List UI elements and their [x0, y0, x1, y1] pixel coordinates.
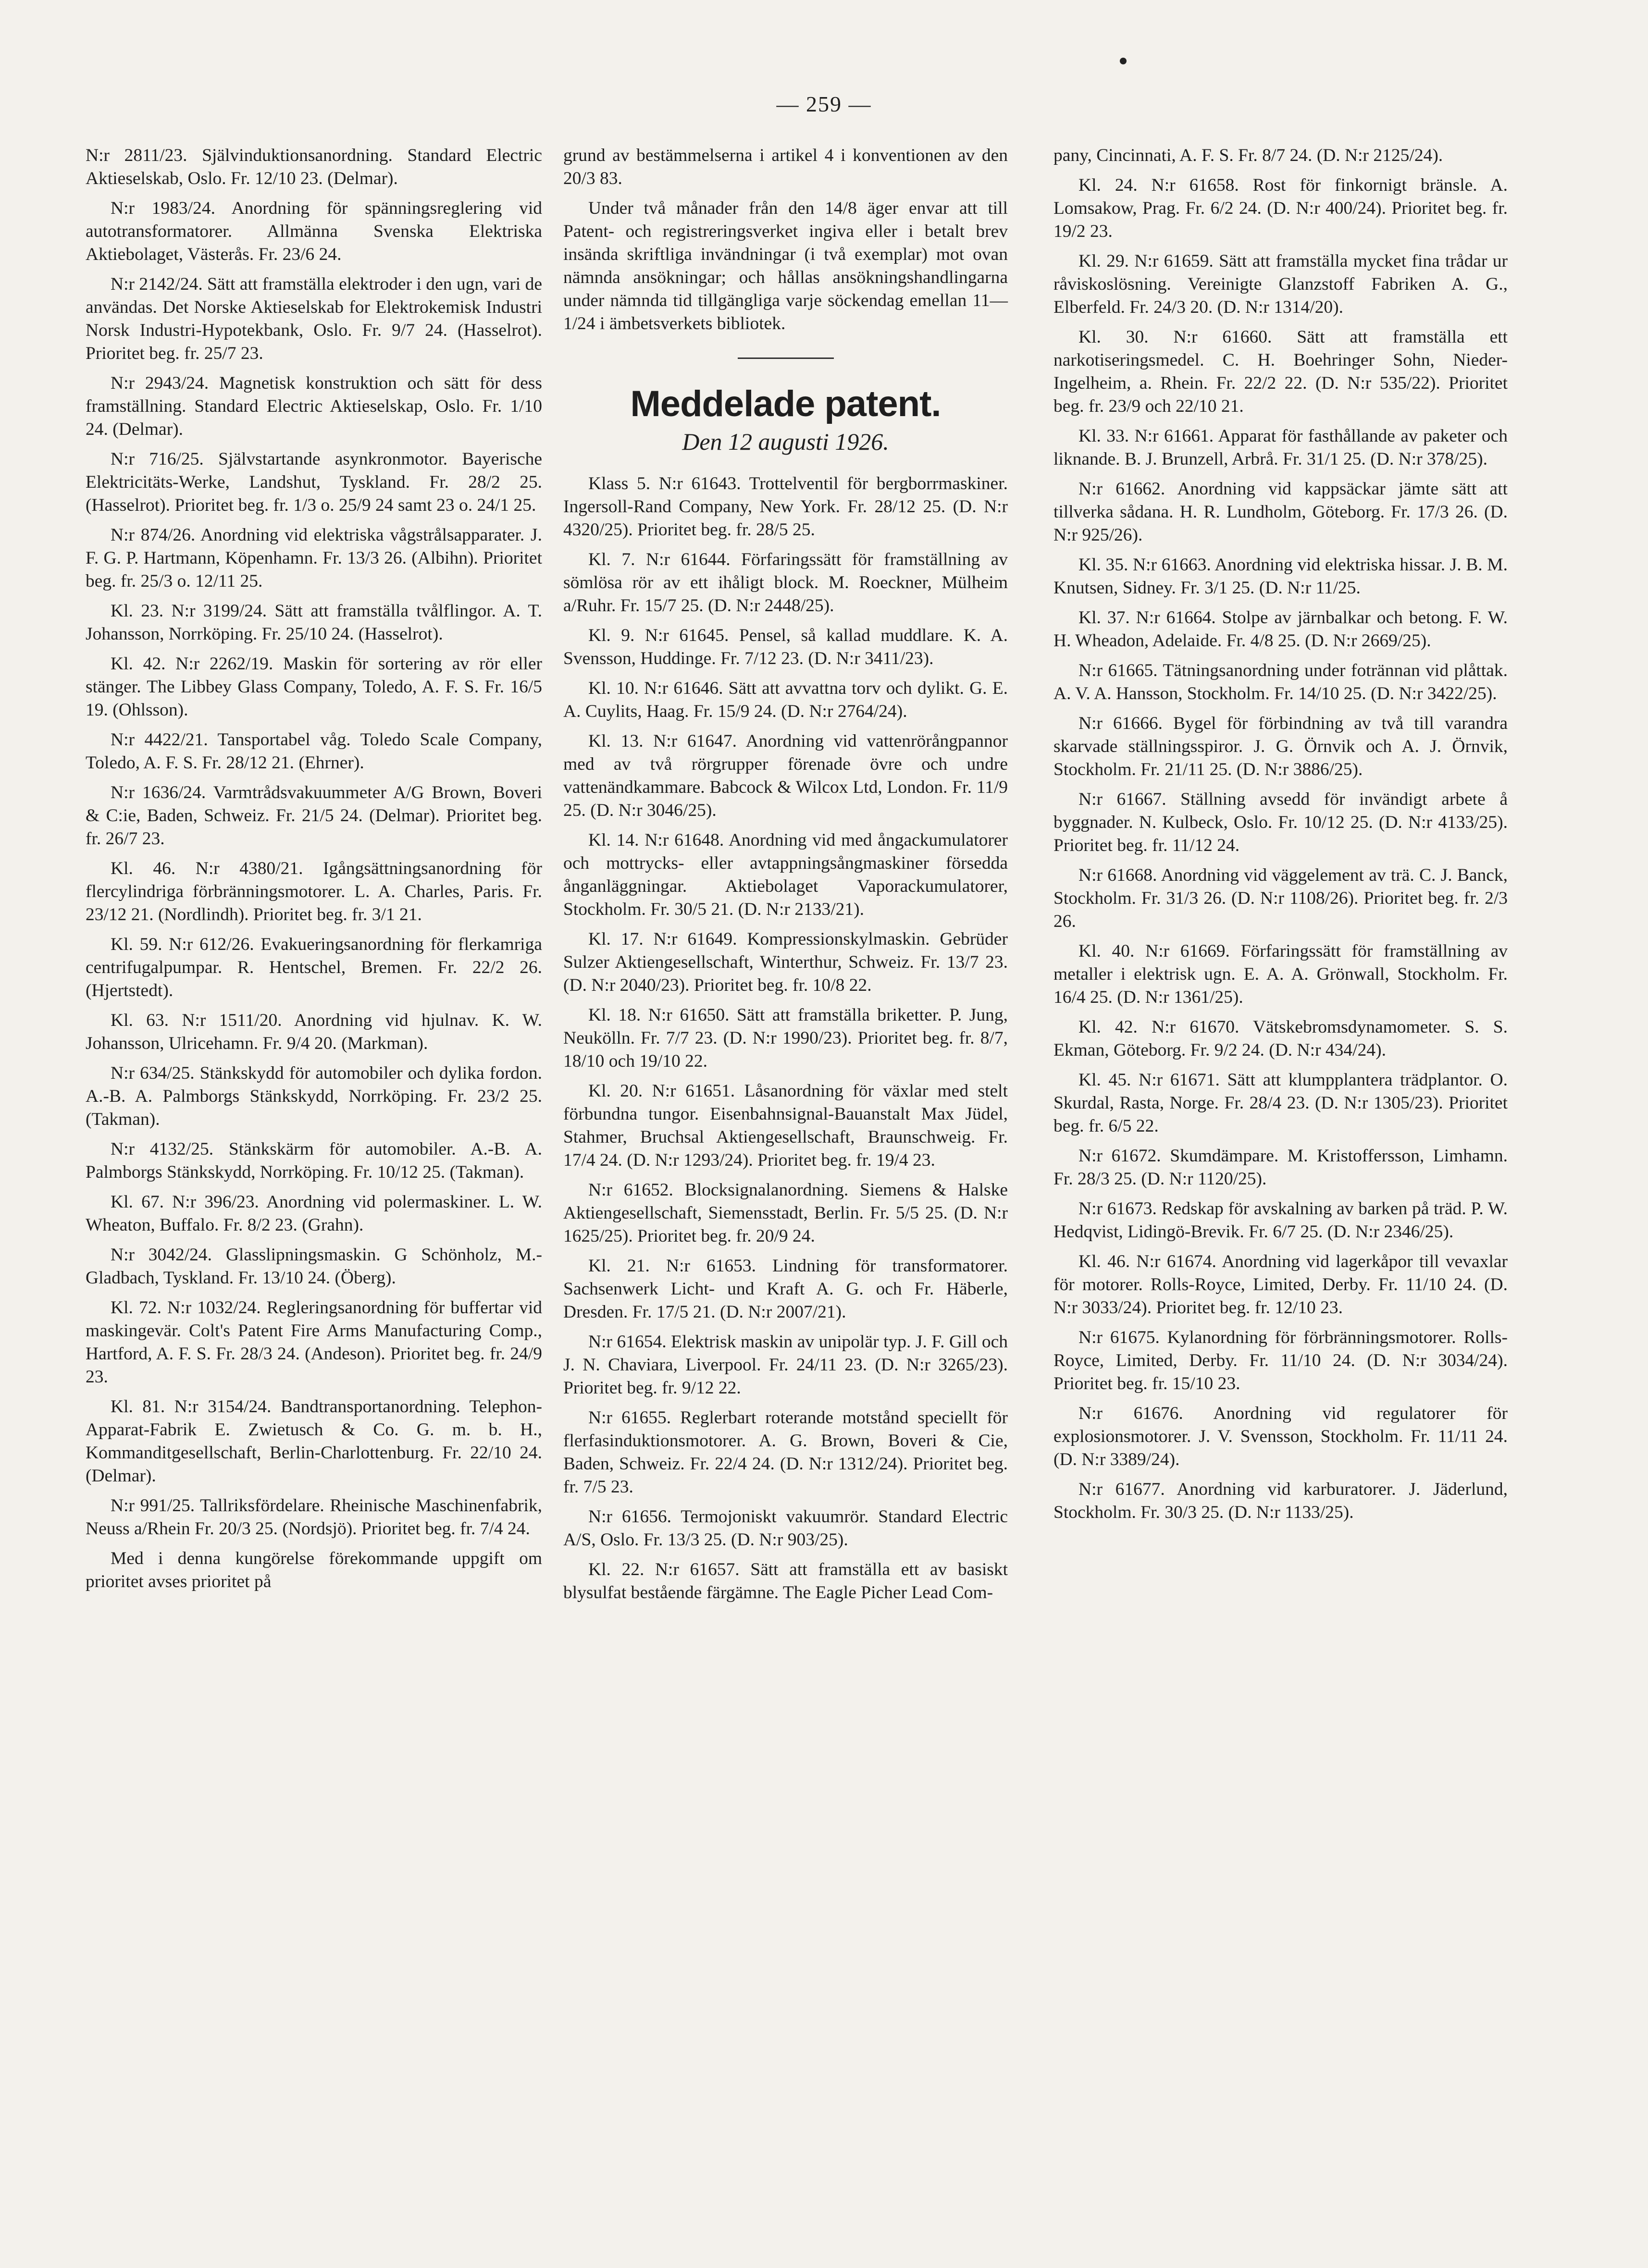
entry: Kl. 7. N:r 61644. Förfaringssätt för framställning av sömlösa rör av ett ihåligt block. M. Roeckner, Mülheim a/Ruhr. Fr. 15/7 25. (D. N:r 2448/25).	[563, 550, 1008, 616]
entry: Kl. 23. N:r 3199/24. Sätt att framställa tvålflingor. A. T. Johansson, Norrköping. Fr. 25/10 24. (Hasselrot).	[86, 601, 542, 644]
entry: N:r 61652. Blocksignalanordning. Siemens & Halske Aktiengesellschaft, Siemensstadt, Berlin. Fr. 5/5 25. (D. N:r 1625/25). Prioritet beg. fr. 20/9 24.	[563, 1180, 1008, 1246]
entry: N:r 61672. Skumdämpare. M. Kristoffersson, Limhamn. Fr. 28/3 25. (D. N:r 1120/25).	[1053, 1146, 1508, 1189]
entry: N:r 1636/24. Varmtrådsvakuummeter A/G Brown, Boveri & C:ie, Baden, Schweiz. Fr. 21/5 24. (Delmar). Prioritet beg. fr. 26/7 23.	[86, 783, 542, 849]
column-1	[86, 144, 542, 1600]
entry: N:r 61662. Anordning vid kappsäckar jämte sätt att tillverka sådana. H. R. Lundholm, Göteborg. Fr. 17/3 26. (D. N:r 925/26).	[1053, 479, 1508, 545]
entry: N:r 61667. Ställning avsedd för invändigt arbete å byggnader. N. Kulbeck, Oslo. Fr. 10/12 25. (D. N:r 4133/25). Prioritet beg. fr. 11/12 24.	[1053, 789, 1508, 855]
entry: N:r 2811/23. Självinduktionsanordning. Standard Electric Aktieselskab, Oslo. Fr. 12/10 23. (Delmar).	[86, 146, 542, 188]
divider	[738, 357, 834, 359]
entry: N:r 61677. Anordning vid karburatorer. J. Jäderlund, Stockholm. Fr. 30/3 25. (D. N:r 1133/25).	[1053, 1479, 1508, 1522]
entry: N:r 2943/24. Magnetisk konstruktion och sätt för dess framställning. Standard Electric Aktieselskap, Oslo. Fr. 1/10 24. (Delmar).	[86, 373, 542, 439]
entry: Kl. 13. N:r 61647. Anordning vid vattenrörångpannor med av två rörgrupper förenade övre och undre vattenändkammare. Babcock & Wilcox Ltd, London. Fr. 11/9 25. (D. N:r 3046/25).	[563, 731, 1008, 820]
entry: Kl. 42. N:r 61670. Vätskebromsdynamometer. S. S. Ekman, Göteborg. Fr. 9/2 24. (D. N:r 434/24).	[1053, 1017, 1508, 1060]
entry: N:r 4422/21. Tansportabel våg. Toledo Scale Company, Toledo, A. F. S. Fr. 28/12 21. (Ehrner).	[86, 730, 542, 773]
entry: N:r 716/25. Självstartande asynkronmotor. Bayerische Elektricitäts-Werke, Landshut, Tyskland. Fr. 28/2 25. (Hasselrot). Prioritet beg. fr. 1/3 o. 25/9 24 samt 23 o. 24/1 25.	[86, 449, 542, 515]
entry: Kl. 24. N:r 61658. Rost för finkornigt bränsle. A. Lomsakow, Prag. Fr. 6/2 24. (D. N:r 400/24). Prioritet beg. fr. 19/2 23.	[1053, 175, 1508, 241]
entry: Kl. 18. N:r 61650. Sätt att framställa briketter. P. Jung, Neukölln. Fr. 7/7 23. (D. N:r 1990/23). Prioritet beg. fr. 8/7, 18/10 och 19/10 22.	[563, 1005, 1008, 1071]
entry: N:r 61666. Bygel för förbindning av två till varandra skarvade ställningsspiror. J. G. Örnvik och A. J. Örnvik, Stockholm. Fr. 21/11 25. (D. N:r 3886/25).	[1053, 714, 1508, 779]
entry: Kl. 17. N:r 61649. Kompressionskylmaskin. Gebrüder Sulzer Aktiengesellschaft, Winterthur, Schweiz. Fr. 13/7 23. (D. N:r 2040/23). Prioritet beg. fr. 10/8 22.	[563, 929, 1008, 995]
column-3	[1053, 144, 1508, 1531]
entry: Kl. 35. N:r 61663. Anordning vid elektriska hissar. J. B. M. Knutsen, Sidney. Fr. 3/1 25. (D. N:r 11/25.	[1053, 555, 1508, 598]
entry: grund av bestämmelserna i artikel 4 i konventionen av den 20/3 83.	[563, 146, 1008, 188]
page-number: — 259 —	[776, 92, 872, 116]
entry: Kl. 14. N:r 61648. Anordning vid med ångackumulatorer och mottrycks- eller avtappningsångmaskiner försedda ånganläggningar. Aktiebolaget Vaporackumulatorer, Stockholm. Fr. 30/5 21. (D. N:r 2133/21).	[563, 830, 1008, 919]
entry: Kl. 33. N:r 61661. Apparat för fasthållande av paketer och liknande. B. J. Brunzell, Arbrå. Fr. 31/1 25. (D. N:r 378/25).	[1053, 426, 1508, 469]
entry: N:r 61665. Tätningsanordning under fotrännan vid plåttak. A. V. A. Hansson, Stockholm. Fr. 14/10 25. (D. N:r 3422/25).	[1053, 661, 1508, 703]
entry: N:r 991/25. Tallriksfördelare. Rheinische Maschinenfabrik, Neuss a/Rhein Fr. 20/3 25. (Nordsjö). Prioritet beg. fr. 7/4 24.	[86, 1496, 542, 1539]
section-date: Den 12 augusti 1926.	[682, 428, 889, 455]
entry: N:r 61656. Termojoniskt vakuumrör. Standard Electric A/S, Oslo. Fr. 13/3 25. (D. N:r 903/25).	[563, 1507, 1008, 1550]
entry: Kl. 40. N:r 61669. Förfaringssätt för framställning av metaller i elektrisk ugn. E. A. A. Grönwall, Stockholm. Fr. 16/4 25. (D. N:r 1361/25).	[1053, 941, 1508, 1007]
ink-dot	[1120, 58, 1127, 64]
entry: Kl. 63. N:r 1511/20. Anordning vid hjulnav. K. W. Johansson, Ulricehamn. Fr. 9/4 20. (Markman).	[86, 1011, 542, 1053]
entry: N:r 61676. Anordning vid regulatorer för explosionsmotorer. J. V. Svensson, Stockholm. Fr. 11/11 24. (D. N:r 3389/24).	[1053, 1404, 1508, 1469]
entry: Med i denna kungörelse förekommande uppgift om prioritet avses prioritet på	[86, 1549, 542, 1591]
entry: Kl. 42. N:r 2262/19. Maskin för sortering av rör eller stänger. The Libbey Glass Company, Toledo, A. F. S. Fr. 16/5 19. (Ohlsson).	[86, 654, 542, 720]
entry: Kl. 46. N:r 61674. Anordning vid lagerkåpor till vevaxlar för motorer. Rolls-Royce, Limited, Derby. Fr. 11/10 24. (D. N:r 3033/24). Prioritet beg. fr. 12/10 23.	[1053, 1252, 1508, 1318]
column-2	[563, 144, 1008, 1611]
entry: Kl. 81. N:r 3154/24. Bandtransportanordning. Telephon-Apparat-Fabrik E. Zwietusch & Co. G. m. b. H., Kommanditgesellschaft, Berlin-Charlottenburg. Fr. 22/10 24. (Delmar).	[86, 1397, 542, 1486]
entry: N:r 1983/24. Anordning för spänningsreglering vid autotransformatorer. Allmänna Svenska Elektriska Aktiebolaget, Västerås. Fr. 23/6 24.	[86, 198, 542, 264]
entry: N:r 3042/24. Glasslipningsmaskin. G Schönholz, M.-Gladbach, Tyskland. Fr. 13/10 24. (Öberg).	[86, 1245, 542, 1288]
entry: Under två månader från den 14/8 äger envar att till Patent- och registreringsverket ingiva eller i betalt brev insända skriftliga invändningar (i två exemplar) mot ovan nämnda ansökningar; och hållas ansökningshandlingarna under nämnda tid tillgängliga varje söckendag emellan 11—1/24 i ämbetsverkets bibliotek.	[563, 198, 1008, 333]
entry: N:r 61673. Redskap för avskalning av barken på träd. P. W. Hedqvist, Lidingö-Brevik. Fr. 6/7 25. (D. N:r 2346/25).	[1053, 1199, 1508, 1242]
entry: N:r 61655. Reglerbart roterande motstånd speciellt för flerfasinduktionsmotorer. A. G. Brown, Boveri & Cie, Baden, Schweiz. Fr. 22/4 24. (D. N:r 1312/24). Prioritet beg. fr. 7/5 23.	[563, 1408, 1008, 1497]
entry: N:r 61654. Elektrisk maskin av unipolär typ. J. F. Gill och J. N. Chaviara, Liverpool. Fr. 24/11 23. (D. N:r 3265/23). Prioritet beg. fr. 9/12 22.	[563, 1332, 1008, 1398]
entry: Kl. 46. N:r 4380/21. Igångsättningsanordning för flercylindriga förbränningsmotorer. L. A. Charles, Paris. Fr. 23/12 21. (Nordlindh). Prioritet beg. fr. 3/1 21.	[86, 859, 542, 924]
entry: N:r 61675. Kylanordning för förbränningsmotorer. Rolls-Royce, Limited, Derby. Fr. 11/10 24. (D. N:r 3034/24). Prioritet beg. fr. 15/10 23.	[1053, 1328, 1508, 1393]
entry: Kl. 67. N:r 396/23. Anordning vid polermaskiner. L. W. Wheaton, Buffalo. Fr. 8/2 23. (Grahn).	[86, 1192, 542, 1235]
entry: N:r 61668. Anordning vid väggelement av trä. C. J. Banck, Stockholm. Fr. 31/3 26. (D. N:r 1108/26). Prioritet beg. fr. 2/3 26.	[1053, 865, 1508, 931]
entry: Kl. 21. N:r 61653. Lindning för transformatorer. Sachsenwerk Licht- und Kraft A. G. och Fr. Häberle, Dresden. Fr. 17/5 21. (D. N:r 2007/21).	[563, 1256, 1008, 1322]
entry: Kl. 29. N:r 61659. Sätt att framställa mycket fina trådar ur råviskoslösning. Vereinigte Glanzstoff Fabriken A. G., Elberfeld. Fr. 24/3 20. (D. N:r 1314/20).	[1053, 251, 1508, 317]
entry: Klass 5. N:r 61643. Trottelventil för bergborrmaskiner. Ingersoll-Rand Company, New York. Fr. 28/12 25. (D. N:r 4320/25). Prioritet beg. fr. 28/5 25.	[563, 474, 1008, 540]
entry: Kl. 9. N:r 61645. Pensel, så kallad muddlare. K. A. Svensson, Huddinge. Fr. 7/12 23. (D. N:r 3411/23).	[563, 626, 1008, 668]
entry: N:r 2142/24. Sätt att framställa elektroder i den ugn, vari de användas. Det Norske Aktieselskab for Elektrokemisk Industri Norsk Industri-Hypotekbank, Oslo. Fr. 9/7 24. (Hasselrot). Prioritet beg. fr. 25/7 23.	[86, 274, 542, 363]
entry: N:r 4132/25. Stänkskärm för automobiler. A.-B. A. Palmborgs Stänkskydd, Norrköping. Fr. 10/12 25. (Takman).	[86, 1139, 542, 1182]
entry: N:r 874/26. Anordning vid elektriska vågstrålsapparater. J. F. G. P. Hartmann, Köpenhamn. Fr. 13/3 26. (Albihn). Prioritet beg. fr. 25/3 o. 12/11 25.	[86, 525, 542, 591]
entry: Kl. 22. N:r 61657. Sätt att framställa ett av basiskt blysulfat bestående färgämne. The Eagle Picher Lead Com-	[563, 1560, 1008, 1602]
entry: Kl. 45. N:r 61671. Sätt att klumpplantera trädplantor. O. Skurdal, Rasta, Norge. Fr. 28/4 23. (D. N:r 1305/23). Prioritet beg. fr. 6/5 22.	[1053, 1070, 1508, 1136]
entry: Kl. 59. N:r 612/26. Evakueringsanordning för flerkamriga centrifugalpumpar. R. Hentschel, Bremen. Fr. 22/2 26. (Hjertstedt).	[86, 935, 542, 1000]
entry: Kl. 10. N:r 61646. Sätt att avvattna torv och dylikt. G. E. A. Cuylits, Haag. Fr. 15/9 24. (D. N:r 2764/24).	[563, 678, 1008, 721]
entry: N:r 634/25. Stänkskydd för automobiler och dylika fordon. A.-B. A. Palmborgs Stänkskydd, Norrköping. Fr. 23/2 25. (Takman).	[86, 1063, 542, 1129]
entry: Kl. 20. N:r 61651. Låsanordning för växlar med stelt förbundna tungor. Eisenbahnsignal-Bauanstalt Max Jüdel, Stahmer, Bruchsal Aktiengesellschaft, Braunschweig. Fr. 17/4 24. (D. N:r 1293/24). Prioritet beg. fr. 19/4 23.	[563, 1081, 1008, 1170]
entry: pany, Cincinnati, A. F. S. Fr. 8/7 24. (D. N:r 2125/24).	[1053, 146, 1443, 165]
section-heading: Meddelade patent.	[630, 383, 941, 424]
entry: Kl. 30. N:r 61660. Sätt att framställa ett narkotiseringsmedel. C. H. Boehringer Sohn, Nieder-Ingelheim, a. Rhein. Fr. 22/2 22. (D. N:r 535/22). Prioritet beg. fr. 23/9 och 22/10 21.	[1053, 327, 1508, 416]
entry: Kl. 72. N:r 1032/24. Regleringsanordning för buffertar vid maskingevär. Colt's Patent Fire Arms Manufacturing Comp., Hartford, A. F. S. Fr. 28/3 24. (Andeson). Prioritet beg. fr. 24/9 23.	[86, 1298, 542, 1387]
entry: Kl. 37. N:r 61664. Stolpe av järnbalkar och betong. F. W. H. Wheadon, Adelaide. Fr. 4/8 25. (D. N:r 2669/25).	[1053, 608, 1508, 651]
